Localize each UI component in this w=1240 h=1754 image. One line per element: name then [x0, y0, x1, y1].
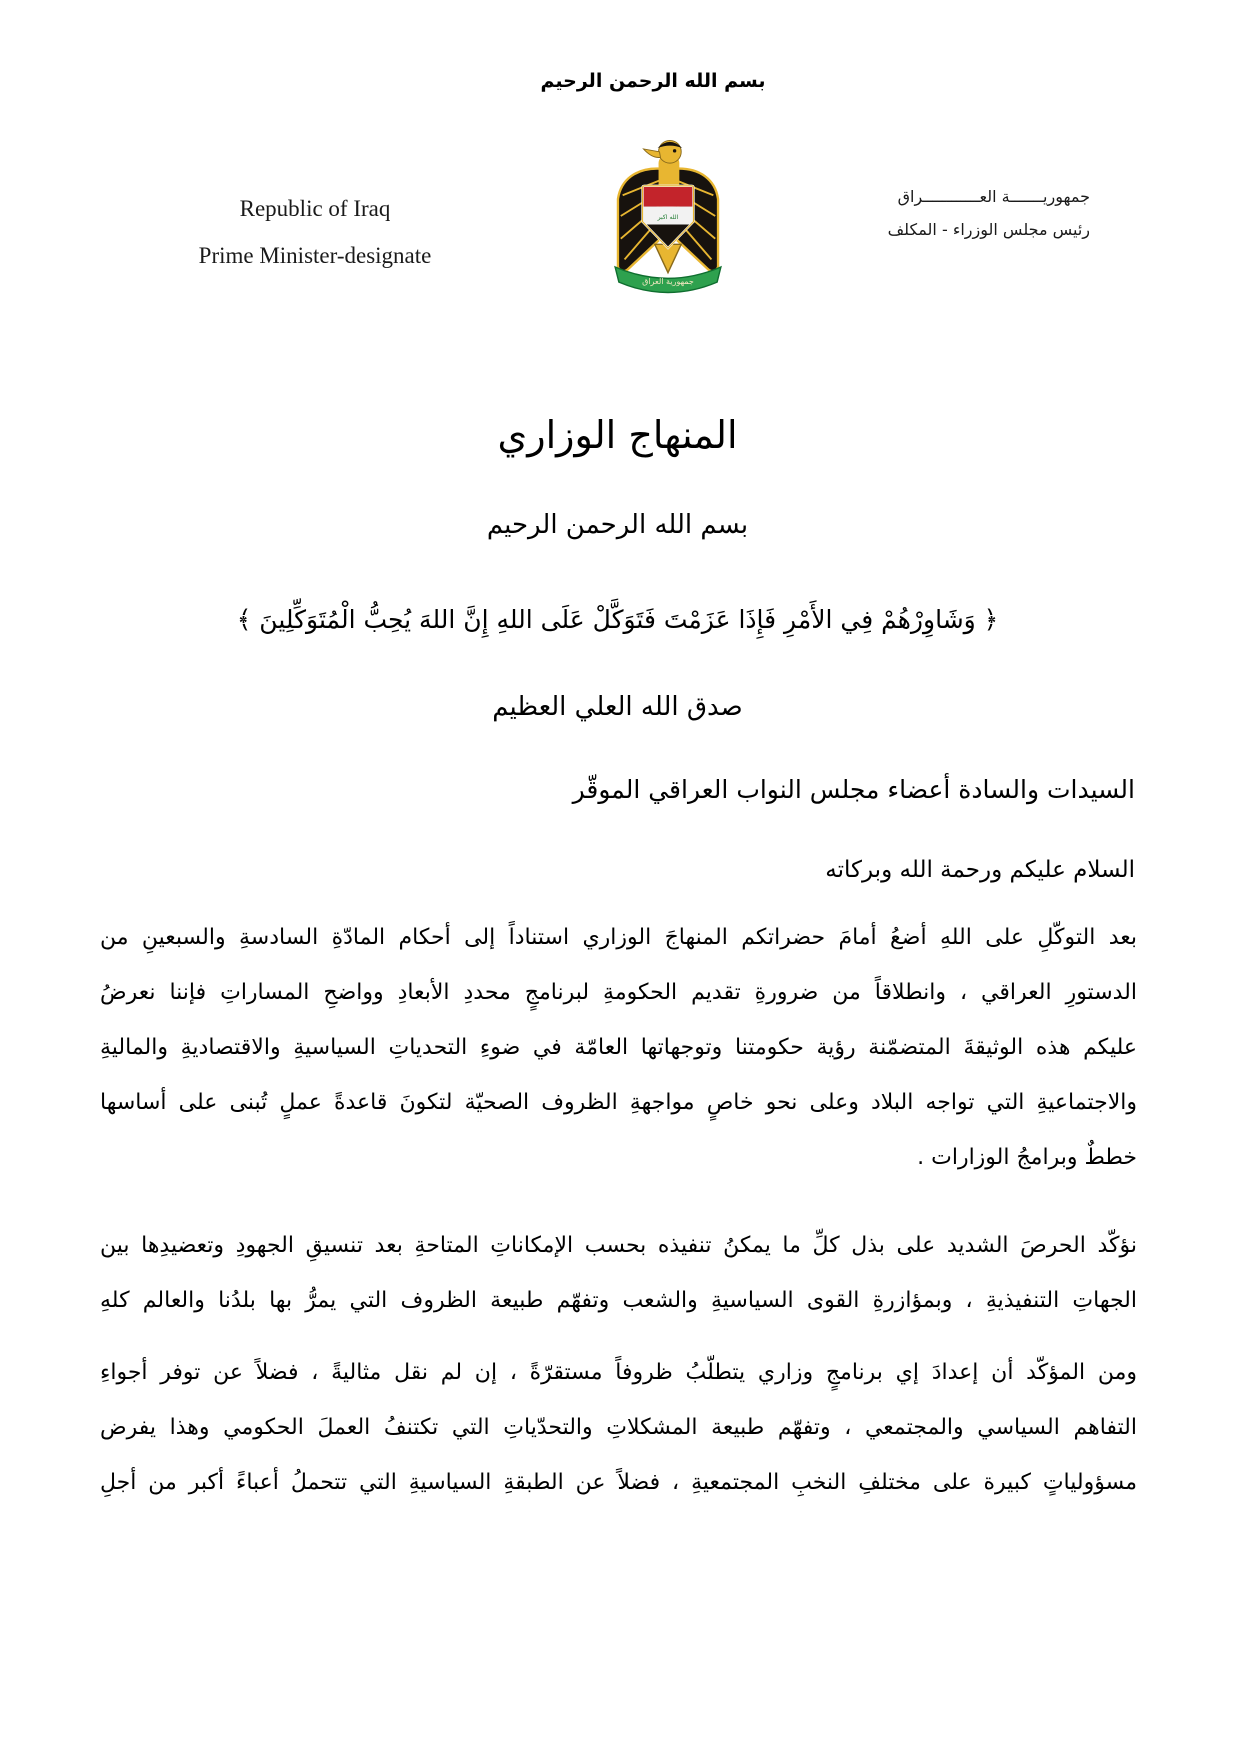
emblem-shield-text: الله اكبر: [657, 213, 679, 221]
letterhead-english-line2: Prime Minister-designate: [198, 243, 432, 268]
paragraph-2: [100, 1218, 1137, 1328]
paragraph-3: [100, 1345, 1137, 1510]
greeting-line: السلام عليكم ورحمة الله وبركاته: [825, 857, 1135, 883]
eagle-beak: [643, 149, 660, 158]
paragraph-2-line-2: الجهاتِ التنفيذيةِ ، وبمؤازرةِ القوى السياسيةِ والشعب وتفهّم طبيعة الظروف التي يمرُّ بها بلدُنا والعالم كلهِ: [100, 1288, 1137, 1313]
paragraph-2-line-1: نؤكّد الحرصَ الشديد على بذل كلِّ ما يمكنُ تنفيذه بحسب الإمكاناتِ المتاحةِ بعد تنسيقِ الجهودِ وتعضيدِها بين: [100, 1233, 1137, 1258]
paragraph-1-line-1: بعد التوكّلِ على اللهِ أضعُ أمامَ حضراتكم المنهاجَ الوزاري استناداً إلى أحكام المادّةِ السادسةِ والسبعينِ من: [100, 925, 1137, 950]
letterhead-english: [150, 185, 480, 279]
paragraph-1-line-4: والاجتماعيةِ التي تواجه البلاد وعلى نحو خاصٍ مواجهةِ الظروف الصحيّة لتكونَ قاعدةً عملٍ تُبنى على أساسها: [100, 1090, 1137, 1115]
paragraph-3-line-2: التفاهم السياسي والمجتمعي ، وتفهّم طبيعة المشكلاتِ والتحدّياتِ التي تكتنفُ العملَ الحكومي وهذا يفرض: [100, 1415, 1137, 1440]
flag-red-band: [643, 186, 694, 207]
letterhead-arabic: [830, 180, 1090, 246]
iraq-coat-of-arms-icon: [599, 131, 737, 301]
paragraph-1-line-2: الدستورِ العراقي ، وانطلاقاً من ضرورةِ تقديم الحكومةِ لبرنامجٍ محددِ الأبعادِ وواضحِ المساراتِ فإننا نعرضُ: [100, 980, 1137, 1005]
letterhead-english-line1: Republic of Iraq: [239, 196, 391, 221]
top-basmala: بسم الله الرحمن الرحيم: [540, 70, 766, 92]
letterhead-arabic-line1: جمهوريـــــــة العــــــــــــراق: [897, 187, 1090, 206]
emblem-banner-text: جمهورية العراق: [642, 277, 694, 286]
basmala-heading: بسم الله الرحمن الرحيم: [486, 510, 749, 540]
tasdiq-line: صدق الله العلي العظيم: [492, 692, 743, 722]
salutation-line: السيدات والسادة أعضاء مجلس النواب العراقي الموقّر: [572, 775, 1135, 804]
quran-verse: ﴿ وَشَاوِرْهُمْ فِي الأَمْرِ فَإِذَا عَزَمْتَ فَتَوَكَّلْ عَلَى اللهِ إِنَّ اللهَ يُحِبُّ الْمُتَوَكِّلِينَ ﴾: [236, 605, 999, 634]
paragraph-3-line-1: ومن المؤكّد أن إعدادَ إي برنامجٍ وزاري يتطلّبُ ظروفاً مستقرّةً ، إن لم نقل مثاليةً ، فضلاً عن توفر أجواءِ: [100, 1360, 1137, 1385]
paragraph-3-line-3: مسؤولياتٍ كبيرة على مختلفِ النخبِ المجتمعيةِ ، فضلاً عن الطبقةِ السياسيةِ التي تتحملُ أعباءً أكبر من أجلِ: [100, 1470, 1137, 1495]
paragraph-1-line-3: عليكم هذه الوثيقةَ المتضمّنة رؤية حكومتنا وتوجهاتها العامّة في ضوءِ التحدياتِ السياسيةِ والاقتصاديةِ والماليةِ: [100, 1035, 1137, 1060]
document-title: المنهاج الوزاري: [497, 413, 738, 457]
iraq-coat-of-arms-svg: [599, 131, 737, 301]
paragraph-1: [100, 910, 1137, 1185]
eagle-eye: [673, 149, 676, 152]
paragraph-1-line-5: خططٌ وبرامجُ الوزارات .: [917, 1145, 1137, 1170]
letterhead-arabic-line2: رئيس مجلس الوزراء - المكلف: [887, 220, 1090, 239]
